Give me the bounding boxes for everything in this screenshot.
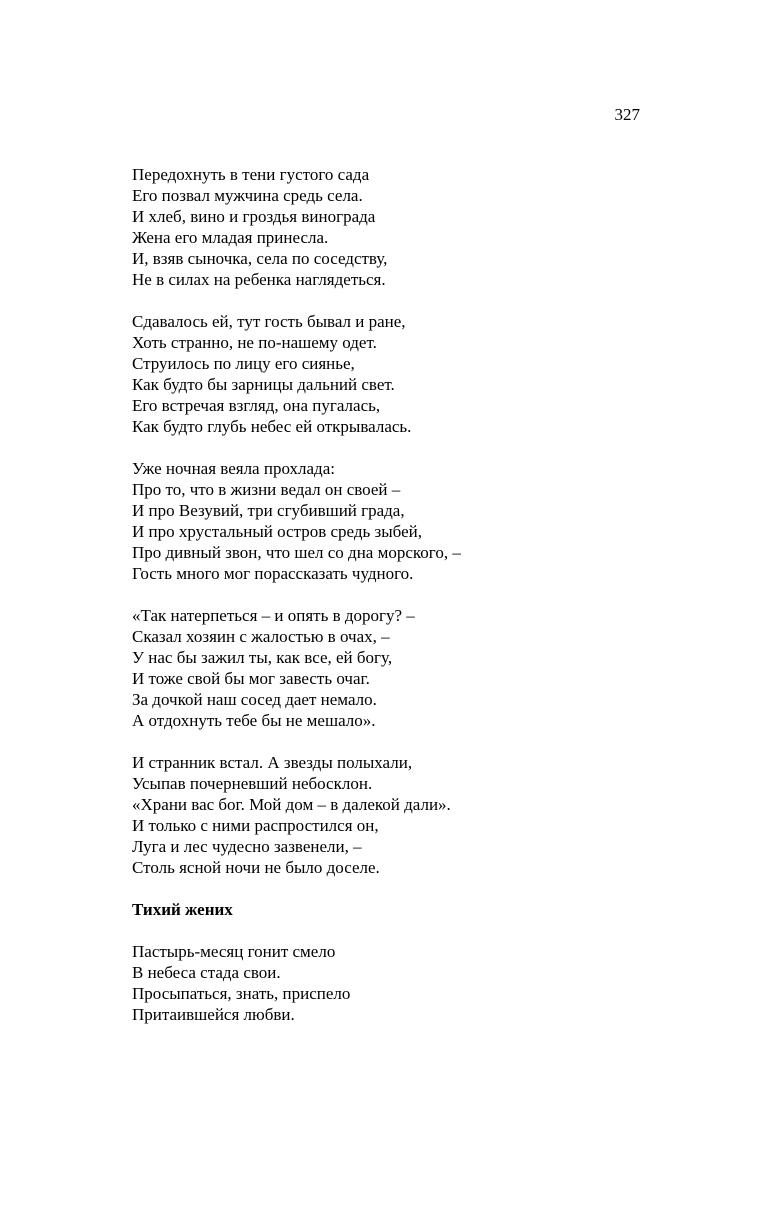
poem-line: А отдохнуть тебе бы не мешало». [132,711,376,730]
stanza-1 [132,164,652,290]
poem-line: Его позвал мужчина средь села. [132,186,363,205]
poem-line: Усыпав почерневший небосклон. [132,774,373,793]
stanza-4 [132,605,652,731]
poem-line: Про то, что в жизни ведал он своей – [132,480,401,499]
stanza-5 [132,752,652,878]
poem-line: И про Везувий, три сгубивший града, [132,501,405,520]
poem-line: У нас бы зажил ты, как все, ей богу, [132,648,393,667]
poem-line: Как будто глубь небес ей открывалась. [132,417,412,436]
poem-body [132,164,652,1046]
poem-line: Пастырь-месяц гонит смело [132,942,336,961]
poem-line: И, взяв сыночка, села по соседству, [132,249,388,268]
next-poem-stanza-1 [132,941,652,1025]
poem-line: «Так натерпеться – и опять в дорогу? – [132,606,415,625]
poem-line: Притаившейся любви. [132,1005,295,1024]
poem-title: Тихий жених [132,900,233,919]
poem-line: И про хрустальный остров средь зыбей, [132,522,422,541]
poem-line: Просыпаться, знать, приспело [132,984,351,1003]
poem-line: Уже ночная веяла прохлада: [132,459,335,478]
poem-line: Струилось по лицу его сиянье, [132,354,355,373]
poem-line: И тоже свой бы мог завесть очаг. [132,669,370,688]
poem-line: И хлеб, вино и гроздья винограда [132,207,376,226]
poem-line: Луга и лес чудесно зазвенели, – [132,837,362,856]
stanza-3 [132,458,652,584]
poem-line: Про дивный звон, что шел со дна морского, – [132,543,461,562]
poem-line: Гость много мог порассказать чудного. [132,564,414,583]
poem-line: И странник встал. А звезды полыхали, [132,753,413,772]
poem-line: Не в силах на ребенка наглядеться. [132,270,386,289]
poem-line: Сказал хозяин с жалостью в очах, – [132,627,390,646]
page-number: 327 [614,105,640,124]
poem-line: Жена его младая принесла. [132,228,329,247]
poem-line: Передохнуть в тени густого сада [132,165,370,184]
poem-line: За дочкой наш сосед дает немало. [132,690,377,709]
poem-line: Хоть странно, не по-нашему одет. [132,333,377,352]
poem-line: В небеса стада свои. [132,963,281,982]
poem-line: И только с ними распростился он, [132,816,379,835]
stanza-2 [132,311,652,437]
poem-line: «Храни вас бог. Мой дом – в далекой дали». [132,795,451,814]
poem-line: Как будто бы зарницы дальний свет. [132,375,395,394]
poem-line: Сдавалось ей, тут гость бывал и ране, [132,312,406,331]
poem-line: Его встречая взгляд, она пугалась, [132,396,381,415]
poem-line: Столь ясной ночи не было доселе. [132,858,380,877]
